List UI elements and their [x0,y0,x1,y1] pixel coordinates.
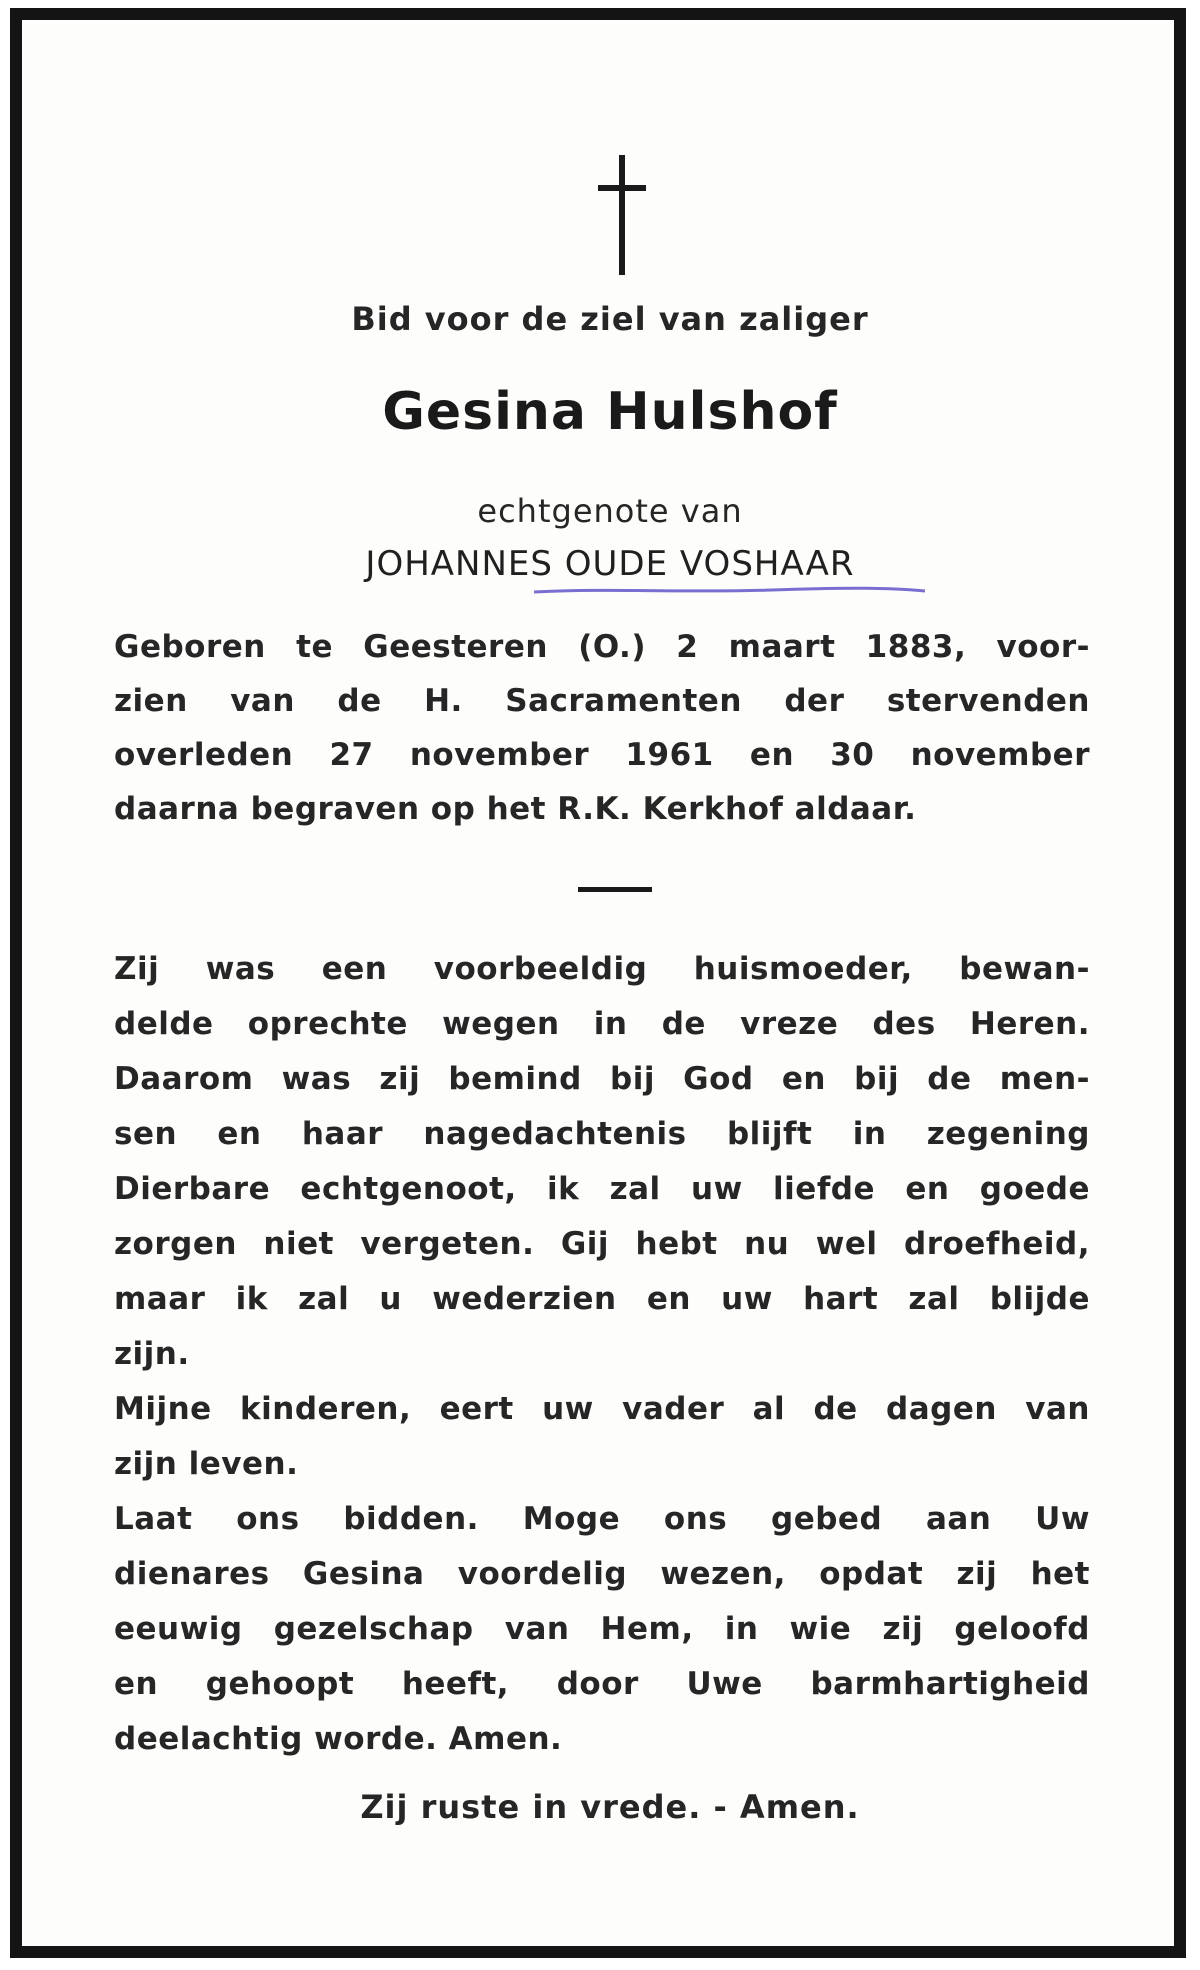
tribute-line: delde oprechte wegen in de vreze des Heren. [114,1006,1090,1042]
tribute-line: en gehoopt heeft, door Uwe barmhartigheid [114,1666,1090,1702]
pen-underline [532,584,927,596]
tribute-paragraph [114,942,1090,1767]
tribute-line: zijn. [114,1336,190,1372]
biography-line: zien van de H. Sacramenten der stervenden [114,683,1090,719]
tribute-line: Dierbare echtgenoot, ik zal uw liefde en goede [114,1171,1090,1207]
prayer-line: Bid voor de ziel van zaliger [351,300,869,338]
tribute-line: Zij was een voorbeeldig huismoeder, bewan- [114,951,1090,987]
biography-line: Geboren te Geesteren (O.) 2 maart 1883, voor- [114,629,1090,665]
tribute-line: maar ik zal u wederzien en uw hart zal blijde [114,1281,1090,1317]
spouse-of-label: echtgenote van [477,492,743,530]
closing-line: Zij ruste in vrede. - Amen. [360,1788,860,1826]
tribute-line: dienares Gesina voordelig wezen, opdat zij het [114,1556,1090,1592]
biography-line: overleden 27 november 1961 en 30 november [114,737,1090,773]
memorial-card [10,8,1186,1958]
cross-icon [590,155,654,275]
spouse-name: JOHANNES OUDE VOSHAAR [365,544,855,584]
tribute-line: zorgen niet vergeten. Gij hebt nu wel droefheid, [114,1226,1090,1262]
tribute-line: sen en haar nagedachtenis blijft in zegening [114,1116,1090,1152]
biography-line: daarna begraven op het R.K. Kerkhof aldaar. [114,791,917,827]
tribute-line: Mijne kinderen, eert uw vader al de dagen van [114,1391,1090,1427]
tribute-line: Laat ons bidden. Moge ons gebed aan Uw [114,1501,1090,1537]
tribute-line: Daarom was zij bemind bij God en bij de men- [114,1061,1090,1097]
divider [578,887,652,892]
tribute-line: deelachtig worde. Amen. [114,1721,563,1757]
deceased-name: Gesina Hulshof [382,382,838,442]
biography-paragraph [114,620,1090,836]
tribute-line: eeuwig gezelschap van Hem, in wie zij geloofd [114,1611,1090,1647]
tribute-line: zijn leven. [114,1446,299,1482]
